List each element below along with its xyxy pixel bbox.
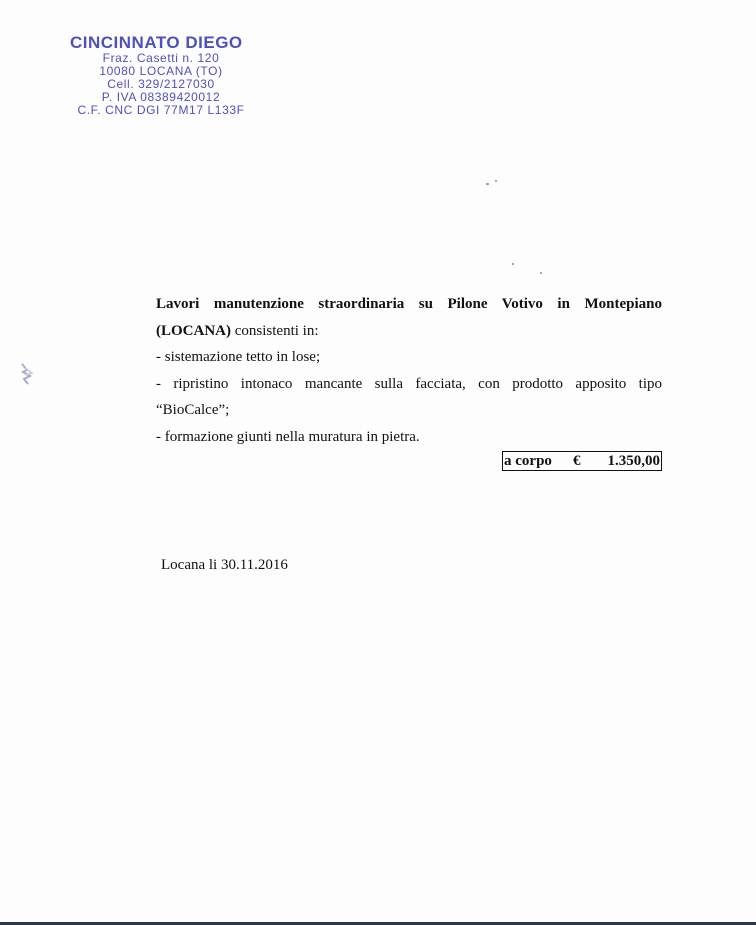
stamp-vat: P. IVA 08389420012 — [101, 90, 221, 104]
intro-location: (LOCANA) — [156, 322, 231, 339]
scan-speck — [495, 180, 497, 182]
company-stamp — [66, 33, 256, 117]
intro-rest: consistenti in: — [231, 322, 319, 339]
intro-line-1: Lavori manutenzione straordinaria su Pilone Votivo in Montepiano — [156, 296, 662, 312]
stamp-company-name: CINCINNATO DIEGO — [70, 33, 243, 52]
work-item-3: - formazione giunti nella muratura in pietra. — [156, 428, 420, 445]
work-item-2-line-2: “BioCalce”; — [156, 402, 230, 418]
scan-speck — [512, 263, 514, 265]
scan-speck — [540, 272, 542, 274]
place-and-date: Locana li 30.11.2016 — [161, 557, 288, 573]
work-description — [156, 291, 662, 450]
scan-speck — [486, 183, 489, 185]
price-box — [502, 451, 662, 471]
work-item-1: - sistemazione tetto in lose; — [156, 349, 321, 365]
punch-hole-icon — [19, 362, 37, 386]
stamp-address: Fraz. Casetti n. 120 — [102, 51, 220, 65]
price-amount: 1.350,00 — [607, 453, 660, 469]
stamp-city: 10080 LOCANA (TO) — [99, 64, 223, 78]
intro-line-2 — [156, 318, 662, 345]
work-item-2-line-1: - ripristino intonaco mancante sulla facciata, con prodotto apposito tipo — [156, 375, 662, 392]
stamp-phone: Cell. 329/2127030 — [107, 77, 215, 91]
price-label: a corpo — [504, 453, 552, 469]
stamp-tax-code: C.F. CNC DGI 77M17 L133F — [77, 103, 245, 117]
euro-symbol: € — [573, 453, 581, 469]
